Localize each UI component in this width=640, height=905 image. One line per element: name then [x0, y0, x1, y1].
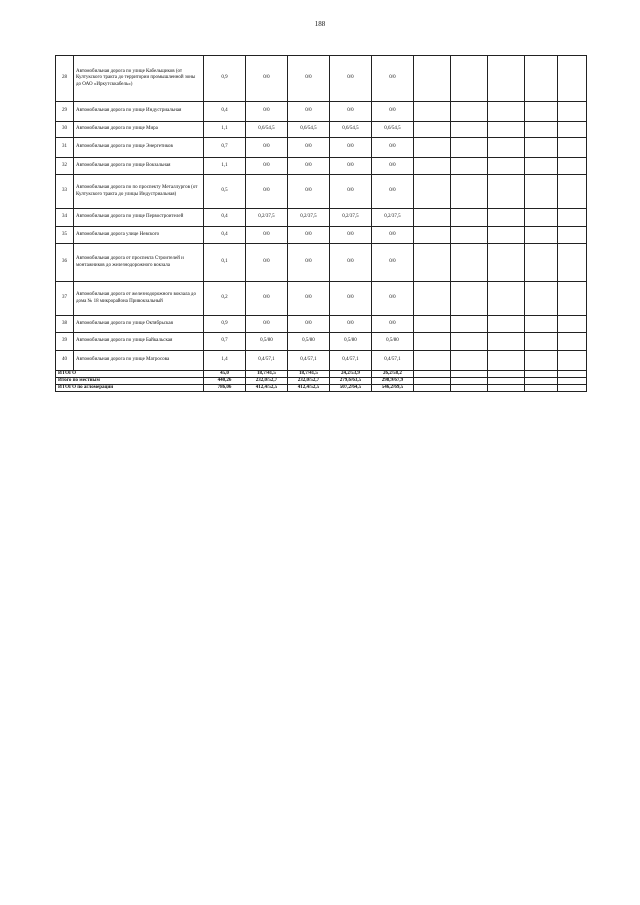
value-cell: 0/0 [288, 138, 330, 158]
empty-cell [414, 175, 451, 209]
value-cell: 0/0 [330, 102, 372, 122]
road-name: Автомобильная дорога по улице Кабельщиков (от Култукского тракта до территории промышленной зоны до ОАО «Иркутсккабель») [74, 56, 204, 102]
empty-cell [525, 371, 558, 378]
empty-cell [451, 227, 488, 244]
value-cell: 0/0 [330, 175, 372, 209]
empty-cell [414, 351, 451, 371]
value-cell: 0/0 [246, 158, 288, 175]
totals-value: 412,4/52,5 [246, 385, 288, 392]
empty-cell [414, 385, 451, 392]
empty-cell [488, 122, 525, 138]
empty-cell [525, 316, 558, 333]
value-cell: 0,2/37,5 [288, 209, 330, 227]
road-length: 0,7 [204, 138, 246, 158]
table-row [56, 175, 587, 209]
road-length: 0,2 [204, 282, 246, 316]
empty-cell [558, 102, 587, 122]
road-length: 1,1 [204, 122, 246, 138]
value-cell: 0/0 [372, 56, 414, 102]
table-row [56, 333, 587, 351]
empty-cell [558, 333, 587, 351]
empty-cell [558, 138, 587, 158]
value-cell: 0/0 [288, 158, 330, 175]
empty-cell [558, 378, 587, 385]
empty-cell [525, 122, 558, 138]
empty-cell [488, 138, 525, 158]
table-row [56, 158, 587, 175]
road-name: Автомобильная дорога по улице Мира [74, 122, 204, 138]
value-cell: 0/0 [372, 227, 414, 244]
value-cell: 0/0 [330, 158, 372, 175]
empty-cell [525, 138, 558, 158]
row-number: 31 [56, 138, 74, 158]
totals-value: 412,4/52,5 [288, 385, 330, 392]
value-cell: 0/0 [372, 175, 414, 209]
empty-cell [451, 371, 488, 378]
road-length: 0,7 [204, 333, 246, 351]
value-cell: 0,2/37,5 [246, 209, 288, 227]
totals-label: Итого по местным [56, 378, 204, 385]
totals-row [56, 385, 587, 392]
value-cell: 0,2/37,5 [372, 209, 414, 227]
empty-cell [525, 378, 558, 385]
table-row [56, 138, 587, 158]
value-cell: 0/0 [288, 244, 330, 282]
totals-value: 24,2/53,9 [330, 371, 372, 378]
road-length: 0,9 [204, 316, 246, 333]
empty-cell [488, 102, 525, 122]
empty-cell [451, 138, 488, 158]
empty-cell [414, 227, 451, 244]
empty-cell [558, 316, 587, 333]
row-number: 30 [56, 122, 74, 138]
empty-cell [414, 158, 451, 175]
value-cell: 0/0 [246, 56, 288, 102]
totals-value: 18,7/41,5 [288, 371, 330, 378]
value-cell: 0,4/57,1 [372, 351, 414, 371]
empty-cell [558, 122, 587, 138]
empty-cell [558, 209, 587, 227]
empty-cell [525, 244, 558, 282]
table-row [56, 282, 587, 316]
value-cell: 0/0 [288, 56, 330, 102]
value-cell: 0/0 [288, 316, 330, 333]
value-cell: 0,4/57,1 [330, 351, 372, 371]
empty-cell [488, 371, 525, 378]
empty-cell [488, 158, 525, 175]
empty-cell [488, 351, 525, 371]
empty-cell [525, 102, 558, 122]
value-cell: 0/0 [246, 138, 288, 158]
roads-table [55, 55, 587, 392]
value-cell: 0/0 [330, 138, 372, 158]
empty-cell [414, 138, 451, 158]
empty-cell [558, 351, 587, 371]
empty-cell [558, 56, 587, 102]
totals-value: 507,2/64,5 [330, 385, 372, 392]
empty-cell [525, 158, 558, 175]
row-number: 33 [56, 175, 74, 209]
empty-cell [451, 385, 488, 392]
road-length: 0,4 [204, 227, 246, 244]
empty-cell [451, 351, 488, 371]
empty-cell [525, 209, 558, 227]
road-name: Автомобильная дорога по улице Первостроителей [74, 209, 204, 227]
table-row [56, 227, 587, 244]
totals-value: 440,26 [204, 378, 246, 385]
empty-cell [451, 56, 488, 102]
value-cell: 0,5/80 [330, 333, 372, 351]
road-name: Автомобильная дорога по улице Индустриальная [74, 102, 204, 122]
row-number: 37 [56, 282, 74, 316]
row-number: 38 [56, 316, 74, 333]
empty-cell [488, 333, 525, 351]
empty-cell [414, 316, 451, 333]
empty-cell [414, 378, 451, 385]
totals-value: 18,7/41,5 [246, 371, 288, 378]
empty-cell [414, 56, 451, 102]
road-name: Автомобильная дорога по по проспекту Металлургов (от Култукского тракта до улицы Индустриальная) [74, 175, 204, 209]
value-cell: 0/0 [246, 227, 288, 244]
totals-value: 232,0/52,7 [288, 378, 330, 385]
value-cell: 0/0 [246, 102, 288, 122]
value-cell: 0/0 [372, 158, 414, 175]
empty-cell [558, 282, 587, 316]
empty-cell [558, 244, 587, 282]
value-cell: 0,5/80 [288, 333, 330, 351]
value-cell: 0/0 [246, 316, 288, 333]
empty-cell [414, 122, 451, 138]
value-cell: 0/0 [330, 56, 372, 102]
row-number: 39 [56, 333, 74, 351]
empty-cell [414, 371, 451, 378]
road-length: 0,4 [204, 209, 246, 227]
value-cell: 0/0 [330, 244, 372, 282]
empty-cell [451, 378, 488, 385]
empty-cell [488, 244, 525, 282]
row-number: 35 [56, 227, 74, 244]
empty-cell [488, 316, 525, 333]
value-cell: 0/0 [372, 102, 414, 122]
empty-cell [525, 56, 558, 102]
empty-cell [558, 175, 587, 209]
empty-cell [488, 282, 525, 316]
totals-value: 279,6/63,5 [330, 378, 372, 385]
road-name: Автомобильная дорога по улице Матросова [74, 351, 204, 371]
empty-cell [558, 158, 587, 175]
empty-cell [451, 282, 488, 316]
table-body [56, 56, 587, 392]
row-number: 36 [56, 244, 74, 282]
empty-cell [488, 385, 525, 392]
value-cell: 0/0 [246, 244, 288, 282]
value-cell: 0,6/54,5 [330, 122, 372, 138]
value-cell: 0/0 [372, 282, 414, 316]
value-cell: 0/0 [372, 138, 414, 158]
road-name: Автомобильная дорога по улице Вокзальная [74, 158, 204, 175]
value-cell: 0/0 [372, 316, 414, 333]
table-row [56, 209, 587, 227]
value-cell: 0/0 [288, 227, 330, 244]
totals-value: 232,0/52,7 [246, 378, 288, 385]
totals-row [56, 378, 587, 385]
value-cell: 0/0 [288, 282, 330, 316]
table-row [56, 351, 587, 371]
empty-cell [451, 244, 488, 282]
totals-row [56, 371, 587, 378]
row-number: 29 [56, 102, 74, 122]
empty-cell [488, 378, 525, 385]
empty-cell [525, 333, 558, 351]
empty-cell [414, 209, 451, 227]
value-cell: 0,5/80 [246, 333, 288, 351]
empty-cell [414, 333, 451, 351]
value-cell: 0/0 [246, 282, 288, 316]
empty-cell [558, 371, 587, 378]
road-length: 0,4 [204, 102, 246, 122]
value-cell: 0,4/57,1 [246, 351, 288, 371]
empty-cell [558, 385, 587, 392]
empty-cell [525, 282, 558, 316]
empty-cell [451, 333, 488, 351]
empty-cell [414, 102, 451, 122]
row-number: 40 [56, 351, 74, 371]
table-row [56, 102, 587, 122]
totals-value: 26,2/58,2 [372, 371, 414, 378]
empty-cell [488, 175, 525, 209]
road-name: Автомобильная дорога улице Невского [74, 227, 204, 244]
totals-value: 546,2/69,5 [372, 385, 414, 392]
value-cell: 0/0 [372, 244, 414, 282]
road-length: 0,5 [204, 175, 246, 209]
road-length: 0,1 [204, 244, 246, 282]
road-name: Автомобильная дорога по улице Энергетиков [74, 138, 204, 158]
empty-cell [558, 227, 587, 244]
road-name: Автомобильная дорога по улице Октябрьская [74, 316, 204, 333]
totals-value: 45,0 [204, 371, 246, 378]
road-name: Автомобильная дорога от проспекта Строителей и монтажников до железнодорожного вокзала [74, 244, 204, 282]
value-cell: 0,6/54,5 [372, 122, 414, 138]
page-number: 188 [314, 20, 326, 28]
road-length: 1,4 [204, 351, 246, 371]
empty-cell [451, 209, 488, 227]
road-name: Автомобильная дорога по улице Байкальская [74, 333, 204, 351]
row-number: 34 [56, 209, 74, 227]
empty-cell [525, 175, 558, 209]
totals-label: ИТОГО по агломерации [56, 385, 204, 392]
empty-cell [488, 56, 525, 102]
table-row [56, 122, 587, 138]
empty-cell [451, 175, 488, 209]
empty-cell [451, 122, 488, 138]
empty-cell [414, 282, 451, 316]
empty-cell [488, 227, 525, 244]
road-length: 0,9 [204, 56, 246, 102]
table-row [56, 56, 587, 102]
table-row [56, 316, 587, 333]
row-number: 28 [56, 56, 74, 102]
empty-cell [451, 316, 488, 333]
value-cell: 0/0 [246, 175, 288, 209]
value-cell: 0,4/57,1 [288, 351, 330, 371]
value-cell: 0,5/80 [372, 333, 414, 351]
value-cell: 0/0 [288, 102, 330, 122]
empty-cell [525, 227, 558, 244]
value-cell: 0,6/54,5 [246, 122, 288, 138]
value-cell: 0/0 [288, 175, 330, 209]
value-cell: 0,2/37,5 [330, 209, 372, 227]
empty-cell [414, 244, 451, 282]
totals-label: ИТОГО [56, 371, 204, 378]
empty-cell [525, 385, 558, 392]
empty-cell [451, 158, 488, 175]
value-cell: 0/0 [330, 282, 372, 316]
road-name: Автомобильная дорога от железнодорожного вокзала до дома № 18 микрорайона Привокзальный [74, 282, 204, 316]
empty-cell [451, 102, 488, 122]
totals-value: 786,06 [204, 385, 246, 392]
row-number: 32 [56, 158, 74, 175]
value-cell: 0/0 [330, 227, 372, 244]
road-length: 1,1 [204, 158, 246, 175]
value-cell: 0/0 [330, 316, 372, 333]
empty-cell [488, 209, 525, 227]
value-cell: 0,6/54,5 [288, 122, 330, 138]
totals-value: 298,9/67,9 [372, 378, 414, 385]
empty-cell [525, 351, 558, 371]
table-row [56, 244, 587, 282]
